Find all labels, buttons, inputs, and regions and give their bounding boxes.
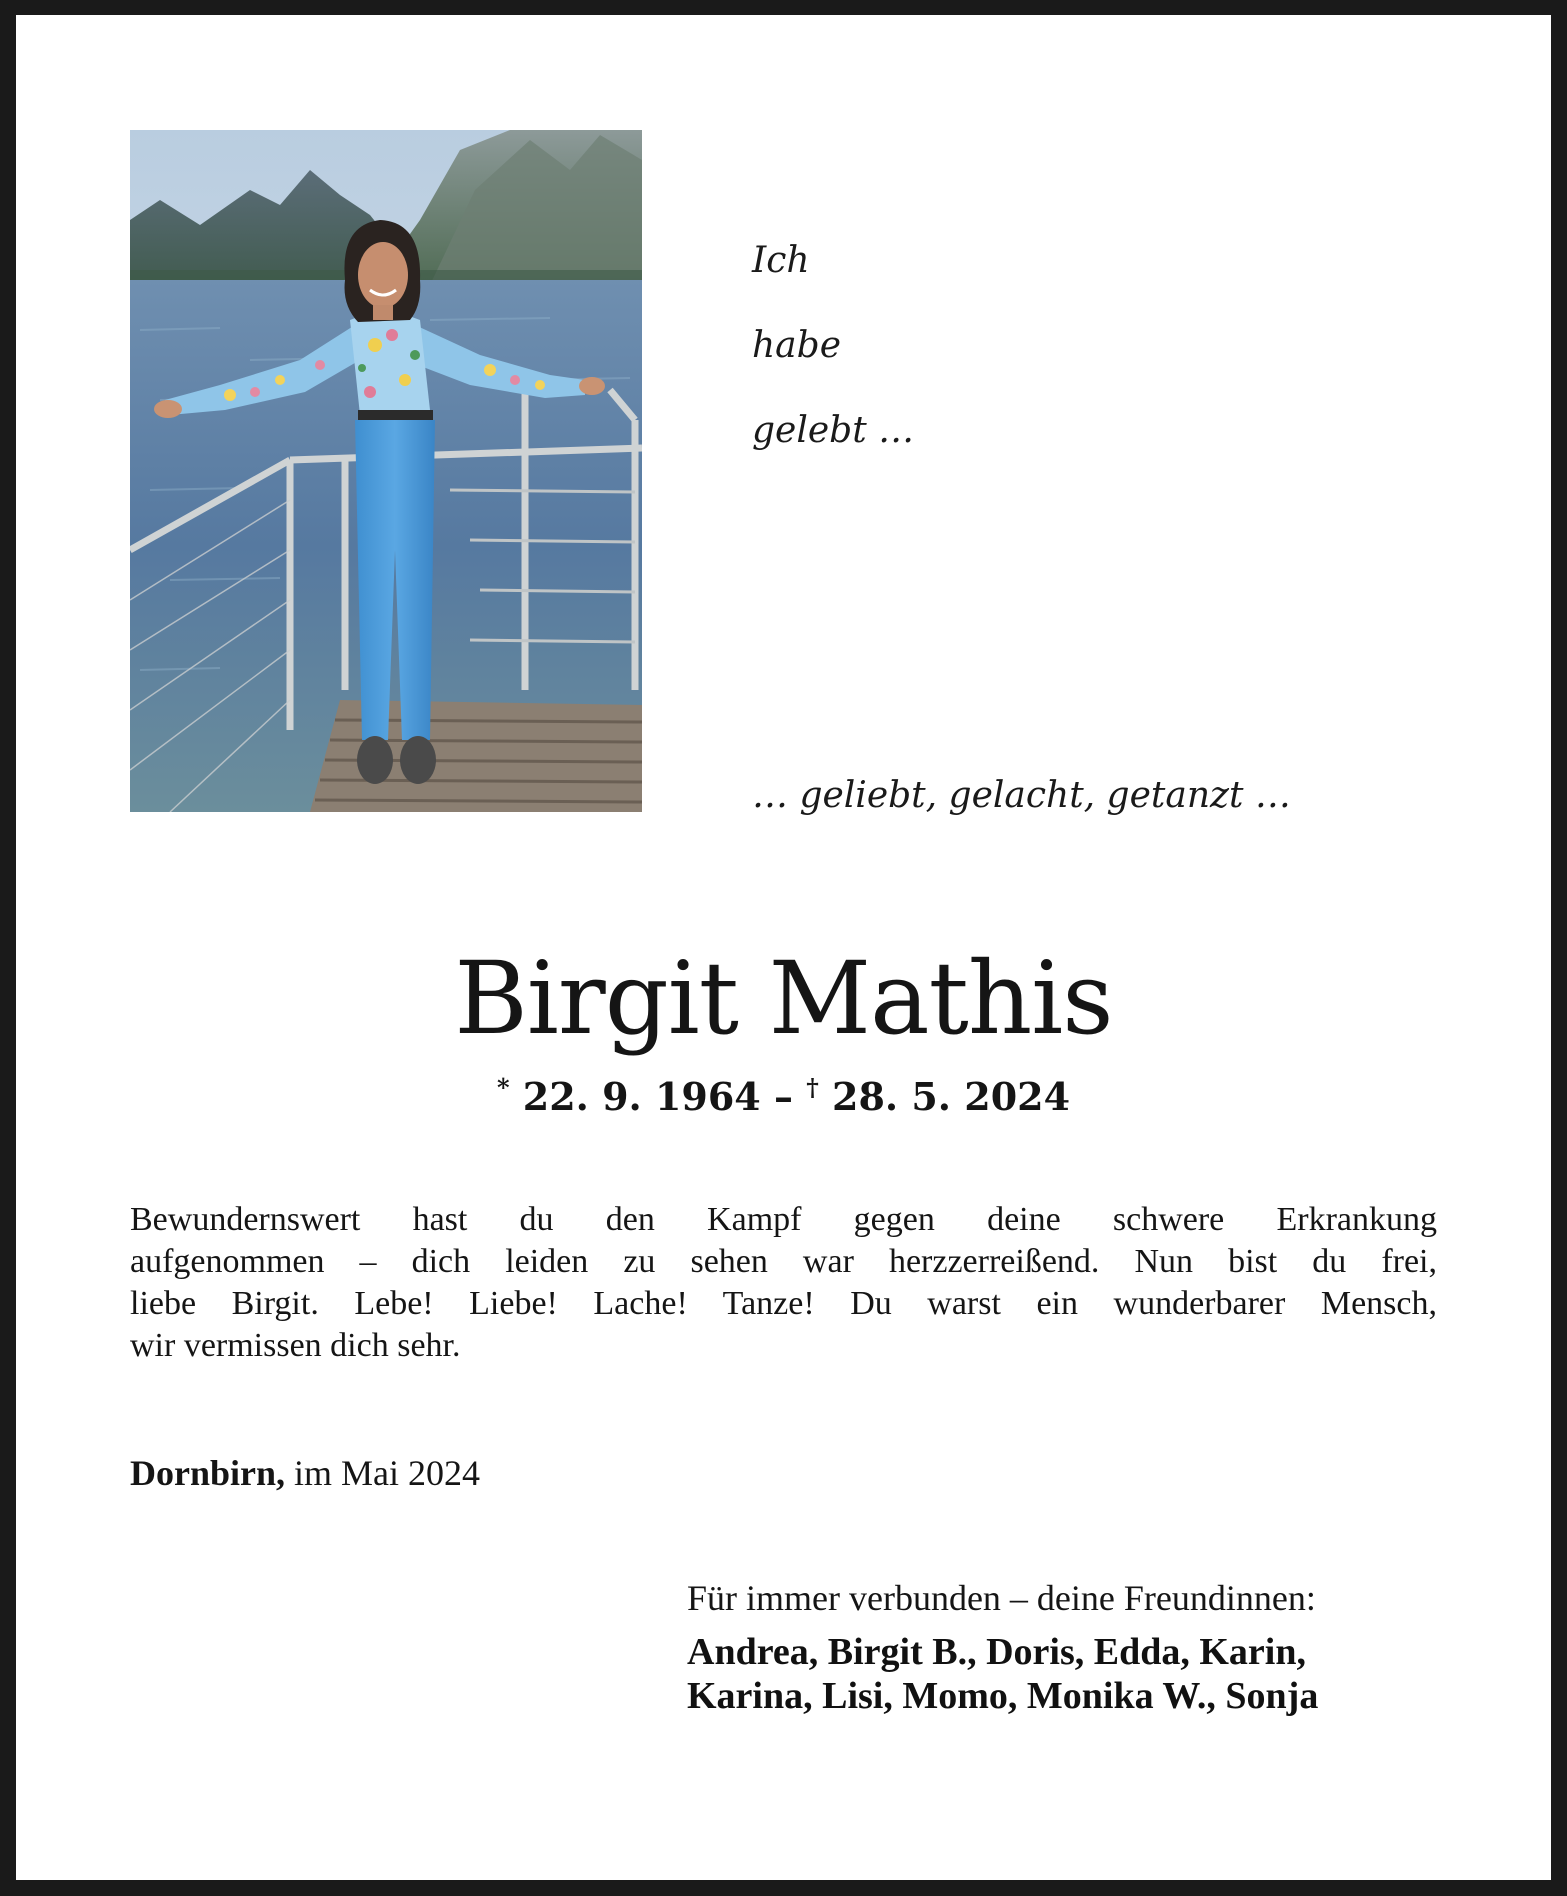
poem-line-3: gelebt …: [752, 410, 915, 451]
death-symbol: †: [806, 1073, 819, 1102]
deceased-name: Birgit Mathis: [454, 940, 1113, 1057]
memorial-message: [130, 1199, 1437, 1367]
portrait-photo: [130, 130, 642, 812]
poem-line-2: habe: [752, 325, 841, 366]
poem-line-1: Ich: [752, 240, 810, 281]
friends-line-1: Andrea, Birgit B., Doris, Edda, Karin,: [687, 1631, 1306, 1673]
friends-line-2: Karina, Lisi, Momo, Monika W., Sonja: [687, 1675, 1319, 1717]
closing-line: Für immer verbunden – deine Freundinnen:: [687, 1578, 1316, 1618]
date-separator: –: [760, 1074, 807, 1119]
message-line: wir vermissen dich sehr.: [130, 1327, 461, 1364]
place-city: Dornbirn,: [130, 1453, 286, 1493]
life-dates: [0, 1073, 1567, 1119]
birth-date: 22. 9. 1964: [522, 1074, 761, 1119]
message-line: liebe Birgit. Lebe! Liebe! Lache! Tanze! Du warst ein wunderbarer Mensch,: [130, 1285, 1437, 1322]
birth-symbol: *: [496, 1073, 510, 1102]
message-line: Bewundernswert hast du den Kampf gegen deine schwere Erkrankung: [130, 1201, 1437, 1238]
death-date: 28. 5. 2024: [832, 1074, 1071, 1119]
poem-line-4: … geliebt, gelacht, getanzt …: [752, 775, 1291, 816]
friends-list: [687, 1630, 1318, 1718]
message-line: aufgenommen – dich leiden zu sehen war herzzerreißend. Nun bist du frei,: [130, 1243, 1437, 1280]
place-date: [130, 1452, 480, 1494]
place-month: im Mai 2024: [285, 1453, 481, 1493]
